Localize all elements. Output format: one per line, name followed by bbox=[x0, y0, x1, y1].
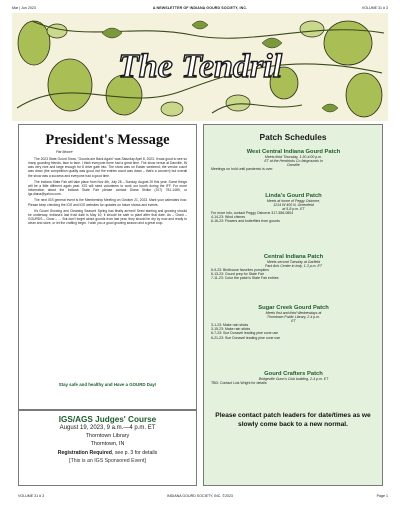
patch-meeting-info: Danville bbox=[287, 163, 300, 168]
footer-copyright: INDIANA GOURD SOCIETY, INC. ©2023 bbox=[167, 494, 233, 498]
judges-course-city: Thorntown, IN bbox=[90, 441, 125, 447]
presidents-message-closing: Stay safe and healthy and Have a GOURD Day! bbox=[58, 382, 157, 387]
body-paragraph: The Indiana State Fair will take place from Nov 4th, July 28 – Sunday, August 20 this year. Some things will be a little different again year. IGS will need volunteers to work our booth during the IFF. For more information about the Indiana State Fair please contact Diana Shilke (317) 781-1489, or igs.diana@yahoo.com. bbox=[28, 179, 187, 197]
body-paragraph: The 2023 State Gourd Show, "Gourds are Back Again" was Saturday April 8, 2023. It was good to see so many gourding friends, face to face. I think everyone there had a great time. The show venue at Danville, IN was very nice and large enough for 8 drive gate into. The show was on Easter weekend; the vendor count was down (the competition quality was good, but the entries count was down – that's a concern) but overall the show was a success and everyone had a good time. bbox=[28, 157, 187, 178]
patch-name: West Central Indiana Gourd Patch bbox=[246, 149, 341, 155]
registration-details: , see p. 3 for details bbox=[111, 450, 158, 456]
patch-schedules-panel bbox=[203, 124, 383, 486]
patch-schedule-line: TBD: Contact Lois Wright for details bbox=[211, 381, 267, 386]
registration-required-label: Registration Required bbox=[57, 450, 112, 456]
patch-meeting-info: Meets at home of Peggy Osborne, bbox=[266, 199, 321, 203]
patch-meeting-info: Meets first and third Wednesdays at bbox=[265, 311, 322, 315]
judges-course-title: IGS/AGS Judges' Course bbox=[58, 415, 157, 424]
patch-meeting-info: ET bbox=[291, 319, 296, 324]
patch-schedule-line: 6-7-23: Sue Donavel leading pine cone use bbox=[211, 331, 279, 336]
patch-name: Central Indiana Patch bbox=[263, 254, 324, 260]
patch-sugar-creek bbox=[211, 305, 376, 340]
presidents-message-body bbox=[28, 157, 187, 227]
patch-meeting-info: ET at the Hendricks Co fairgrounds in bbox=[264, 159, 323, 164]
patch-meeting-info: Thorntown Public Library, 2-4 p.m. bbox=[266, 315, 321, 320]
masthead-illustration bbox=[12, 13, 388, 121]
body-paragraph: It's Gourd Growing and Cleaning Season! Spring has finally arrived! Seed starting and growing should be underway. Indiana's last frost date is May 10; it should be safe to plant after that date. As – Grant – GOURDS – Grow – … But don't forget about gourds from last year, they should be dry by now and ready to clean and store, or let the crafting begin. I wish you a good growing season and a great crop. bbox=[28, 208, 187, 226]
patch-meeting-info: Park Arts Center in Indy, 1-3 p.m. ET bbox=[265, 264, 322, 269]
patch-lindas bbox=[211, 193, 376, 224]
judges-course-registration bbox=[23, 450, 192, 456]
patch-schedule-line: For more info, contact Peggy Osborne 317-386-0804 bbox=[211, 211, 294, 216]
patch-name: Sugar Creek Gourd Patch bbox=[258, 305, 329, 311]
body-paragraph: The next IGS general event is the Membership Meeting on October 21, 2023. Mark your calendars now. Please keep checking the IGS and IGS websites for updates on future shows and events. bbox=[28, 198, 187, 207]
patch-meeting-info: 1214 W 400 N, Greenfield bbox=[273, 203, 314, 208]
patch-meeting-info: at 5-8 p.m. ET bbox=[282, 207, 305, 212]
footer-volume: VOLUME 31 # 3 bbox=[18, 494, 45, 498]
page-footer bbox=[12, 493, 388, 501]
patch-gourd-crafters bbox=[211, 371, 376, 385]
judges-course-box bbox=[18, 410, 197, 486]
judges-course-sponsor-note: [This is an IGS Sponsored Event] bbox=[69, 458, 146, 464]
issue-date: Mar | Jun 2023 bbox=[12, 6, 36, 10]
volume-number: VOLUME 31 # 3 bbox=[361, 6, 388, 10]
masthead-title: The Tendril bbox=[117, 48, 283, 85]
patch-name: Linda's Gourd Patch bbox=[265, 193, 322, 199]
patch-schedule-line: 6-13-23: Gourd prep for State Fair bbox=[211, 272, 264, 277]
patch-schedule-line: Meetings on hold until pandemic is over. bbox=[211, 167, 274, 172]
patch-schedule-line: 7-11-23: Color the patch's State Fair entries bbox=[211, 276, 279, 281]
patch-west-central bbox=[211, 149, 376, 171]
patch-schedule-line: 4-14-23: Wind chimes bbox=[211, 215, 246, 220]
patch-meeting-info: Meets third Thursday, 1:30-4:00 p.m. bbox=[264, 155, 323, 159]
presidents-message-title: President's Message bbox=[45, 132, 170, 148]
presidents-message-byline: Pat Moore bbox=[56, 150, 73, 154]
presidents-message-panel bbox=[18, 124, 197, 410]
patch-schedules-title: Patch Schedules bbox=[259, 132, 327, 142]
patch-schedule-line: 6-16-23: Flowers and butterflies from gourds bbox=[211, 219, 280, 224]
patch-central-indiana bbox=[211, 254, 376, 280]
judges-course-location: Thorntown Library bbox=[85, 433, 130, 439]
gourd-vine-artwork bbox=[12, 13, 388, 121]
patch-schedule-line: 3-1-23: Make rain sticks bbox=[211, 323, 249, 328]
patch-name: Gourd Crafters Patch bbox=[264, 371, 323, 377]
patch-meeting-info: Bridgeville Gunn's Club building, 2-4 p.m. ET bbox=[258, 377, 329, 381]
patch-schedule-line: 6-21-23: Sue Donavel leading pine cone use bbox=[211, 335, 281, 340]
patch-schedule-line: 6-9-23: Birdhouse favorites pumpkins bbox=[211, 268, 269, 273]
patch-meeting-info: Meets second Tuesday at Garfield bbox=[266, 260, 321, 264]
patch-schedule-line: 3-15-23: Make rain sticks bbox=[211, 327, 251, 332]
footer-page-number: Page 1 bbox=[376, 494, 388, 498]
newsletter-org-line: A NEWSLETTER OF INDIANA GOURD SOCIETY, INC. bbox=[152, 6, 248, 10]
top-strip bbox=[12, 5, 388, 12]
patch-contact-note: Please contact patch leaders for date/times as we slowly come back to a new normal. bbox=[215, 412, 371, 428]
judges-course-date: August 19, 2023, 9 a.m.—4 p.m. ET bbox=[59, 425, 156, 431]
